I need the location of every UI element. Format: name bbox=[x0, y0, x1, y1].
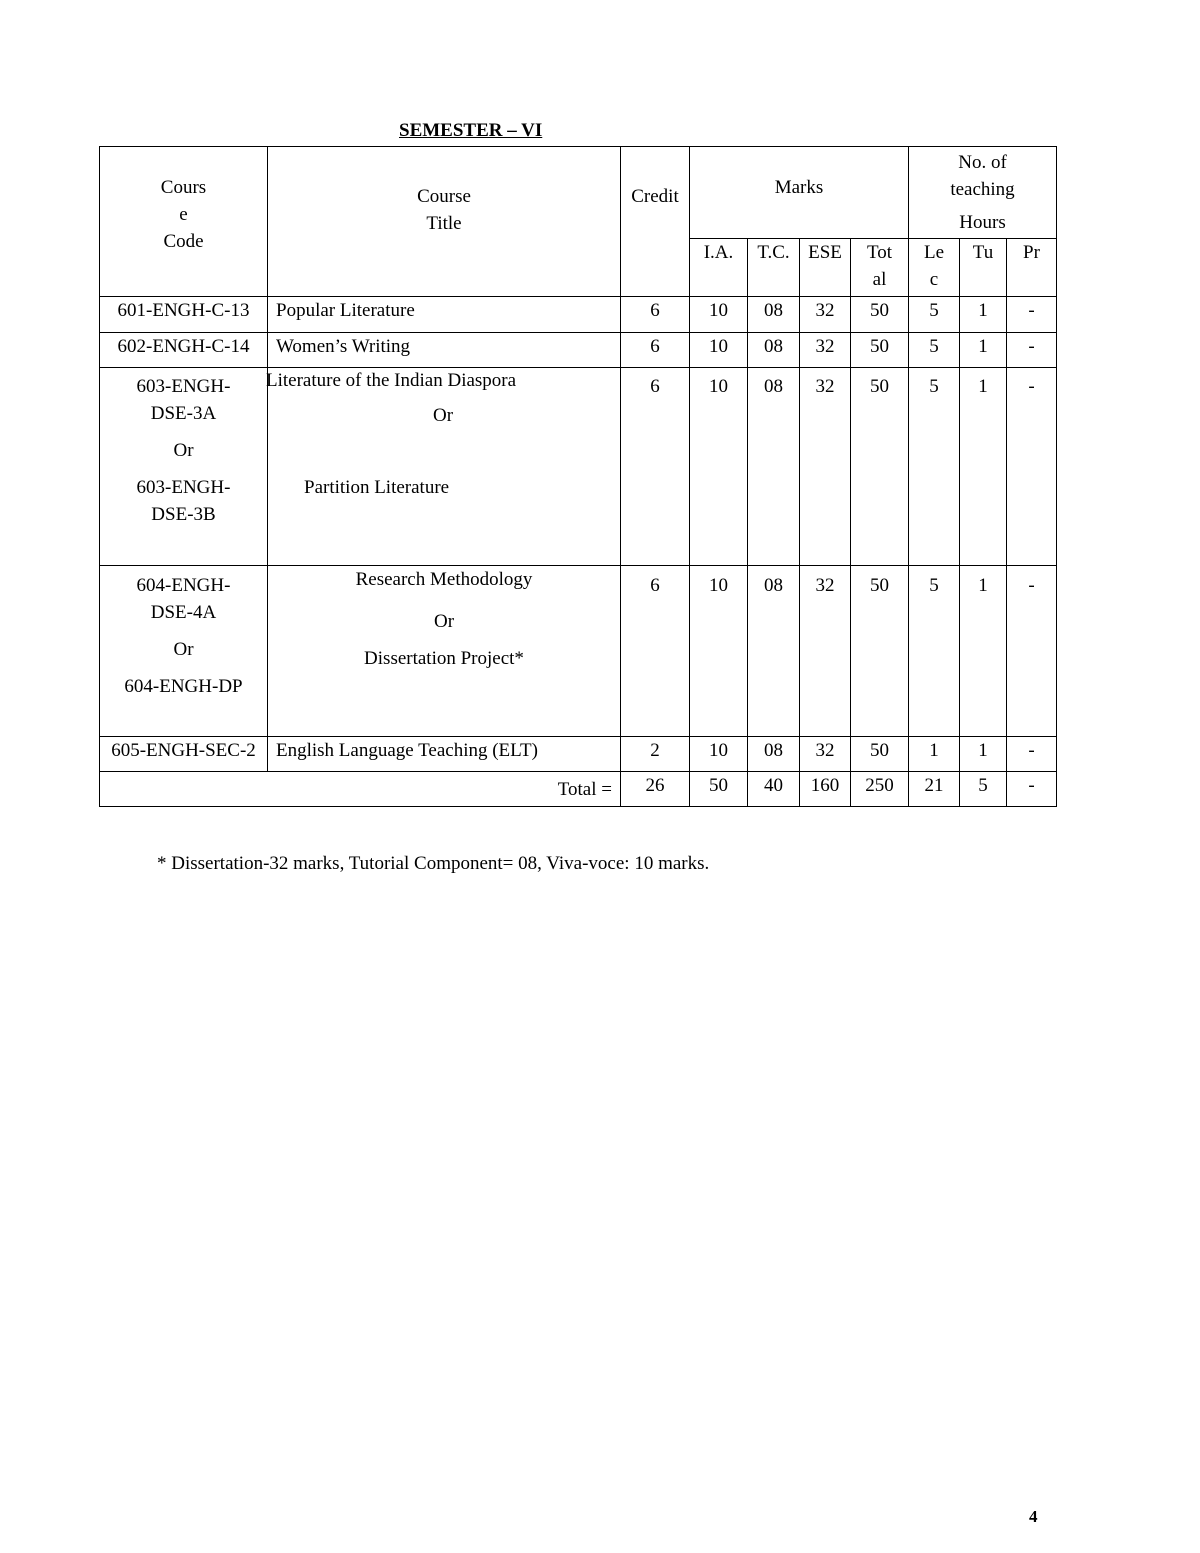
total-cell: 50 bbox=[851, 737, 909, 772]
total-cell: 50 bbox=[851, 333, 909, 368]
course-code: 605-ENGH-SEC-2 bbox=[100, 737, 268, 772]
header-lec bbox=[909, 239, 960, 297]
header-hours-line: teaching bbox=[950, 179, 1015, 200]
tu-cell: 1 bbox=[960, 368, 1007, 566]
table-row bbox=[100, 566, 1057, 737]
header-course-code bbox=[100, 147, 268, 297]
ese-cell: 32 bbox=[800, 333, 851, 368]
pr-cell: - bbox=[1007, 737, 1057, 772]
pr-cell: - bbox=[1007, 333, 1057, 368]
tu-cell: 1 bbox=[960, 297, 1007, 333]
lec-total: 21 bbox=[909, 772, 960, 807]
header-credit: Credit bbox=[621, 147, 690, 297]
credit-cell: 6 bbox=[621, 333, 690, 368]
tc-cell: 08 bbox=[748, 737, 800, 772]
course-code-line: 604-ENGH-DP bbox=[124, 676, 243, 697]
header-lec-line: Le bbox=[923, 242, 945, 263]
pr-cell: - bbox=[1007, 368, 1057, 566]
header-hours-line: Hours bbox=[959, 212, 1006, 233]
credit-cell: 6 bbox=[621, 297, 690, 333]
tc-cell: 08 bbox=[748, 333, 800, 368]
lec-cell: 5 bbox=[909, 333, 960, 368]
course-code-line: 603-ENGH- bbox=[136, 376, 231, 397]
marks-total: 250 bbox=[851, 772, 909, 807]
course-code: 602-ENGH-C-14 bbox=[100, 333, 268, 368]
course-title-option: Dissertation Project* bbox=[364, 648, 524, 669]
lec-cell: 5 bbox=[909, 368, 960, 566]
header-ese: ESE bbox=[800, 239, 851, 297]
footnote: * Dissertation-32 marks, Tutorial Component= 08, Viva-voce: 10 marks. bbox=[157, 853, 710, 874]
course-title bbox=[268, 368, 621, 566]
course-title: English Language Teaching (ELT) bbox=[268, 737, 621, 772]
course-title-option: Research Methodology bbox=[355, 569, 533, 590]
header-total bbox=[851, 239, 909, 297]
tc-cell: 08 bbox=[748, 297, 800, 333]
totals-label: Total = bbox=[100, 772, 621, 807]
semester-title: SEMESTER – VI bbox=[399, 120, 543, 141]
ia-cell: 10 bbox=[690, 566, 748, 737]
tc-total: 40 bbox=[748, 772, 800, 807]
tu-total: 5 bbox=[960, 772, 1007, 807]
header-title-line: Title bbox=[426, 213, 462, 234]
table-row bbox=[100, 737, 1057, 772]
credit-cell: 6 bbox=[621, 566, 690, 737]
header-title-line: Course bbox=[417, 186, 471, 207]
pr-cell: - bbox=[1007, 566, 1057, 737]
lec-cell: 1 bbox=[909, 737, 960, 772]
header-lec-line: c bbox=[929, 269, 939, 290]
total-cell: 50 bbox=[851, 368, 909, 566]
header-total-line: al bbox=[872, 269, 887, 290]
page-number: 4 bbox=[1029, 1507, 1038, 1526]
table-row bbox=[100, 368, 1057, 566]
course-code: 601-ENGH-C-13 bbox=[100, 297, 268, 333]
header-hours-line: No. of bbox=[958, 152, 1007, 173]
ese-cell: 32 bbox=[800, 566, 851, 737]
header-pr: Pr bbox=[1007, 239, 1057, 297]
header-tu: Tu bbox=[960, 239, 1007, 297]
course-code bbox=[100, 368, 268, 566]
tu-cell: 1 bbox=[960, 737, 1007, 772]
tc-cell: 08 bbox=[748, 566, 800, 737]
or-label: Or bbox=[433, 405, 454, 426]
header-ia: I.A. bbox=[690, 239, 748, 297]
pr-cell: - bbox=[1007, 297, 1057, 333]
course-title: Popular Literature bbox=[268, 297, 621, 333]
total-cell: 50 bbox=[851, 297, 909, 333]
tc-cell: 08 bbox=[748, 368, 800, 566]
course-title bbox=[268, 566, 621, 737]
ese-total: 160 bbox=[800, 772, 851, 807]
header-marks: Marks bbox=[690, 147, 909, 239]
total-cell: 50 bbox=[851, 566, 909, 737]
header-code-line: e bbox=[179, 204, 188, 225]
table-row bbox=[100, 297, 1057, 333]
header-teaching-hours bbox=[909, 147, 1057, 239]
ia-cell: 10 bbox=[690, 368, 748, 566]
course-title-option: Partition Literature bbox=[304, 477, 450, 498]
credit-cell: 2 bbox=[621, 737, 690, 772]
semester-course-table bbox=[99, 146, 1057, 807]
course-code-line: DSE-4A bbox=[150, 602, 217, 623]
table-row bbox=[100, 333, 1057, 368]
tu-cell: 1 bbox=[960, 566, 1007, 737]
course-code-line: 604-ENGH- bbox=[136, 575, 231, 596]
course-title: Women’s Writing bbox=[268, 333, 621, 368]
tu-cell: 1 bbox=[960, 333, 1007, 368]
course-title-option: Literature of the Indian Diaspora bbox=[266, 370, 517, 391]
credit-cell: 6 bbox=[621, 368, 690, 566]
totals-row bbox=[100, 772, 1057, 807]
course-code-line: 603-ENGH- bbox=[136, 477, 231, 498]
course-code-line: DSE-3A bbox=[150, 403, 217, 424]
or-label: Or bbox=[173, 440, 194, 461]
ese-cell: 32 bbox=[800, 297, 851, 333]
ese-cell: 32 bbox=[800, 737, 851, 772]
ia-total: 50 bbox=[690, 772, 748, 807]
course-code-line: DSE-3B bbox=[151, 504, 216, 525]
ese-cell: 32 bbox=[800, 368, 851, 566]
header-tc: T.C. bbox=[748, 239, 800, 297]
header-course-title bbox=[268, 147, 621, 297]
lec-cell: 5 bbox=[909, 566, 960, 737]
or-label: Or bbox=[173, 639, 194, 660]
ia-cell: 10 bbox=[690, 297, 748, 333]
pr-total: - bbox=[1007, 772, 1057, 807]
lec-cell: 5 bbox=[909, 297, 960, 333]
or-label: Or bbox=[433, 611, 455, 632]
course-code bbox=[100, 566, 268, 737]
credit-total: 26 bbox=[621, 772, 690, 807]
ia-cell: 10 bbox=[690, 333, 748, 368]
header-code-line: Cours bbox=[160, 177, 207, 198]
header-code-line: Code bbox=[163, 231, 204, 252]
header-total-line: Tot bbox=[866, 242, 893, 263]
ia-cell: 10 bbox=[690, 737, 748, 772]
